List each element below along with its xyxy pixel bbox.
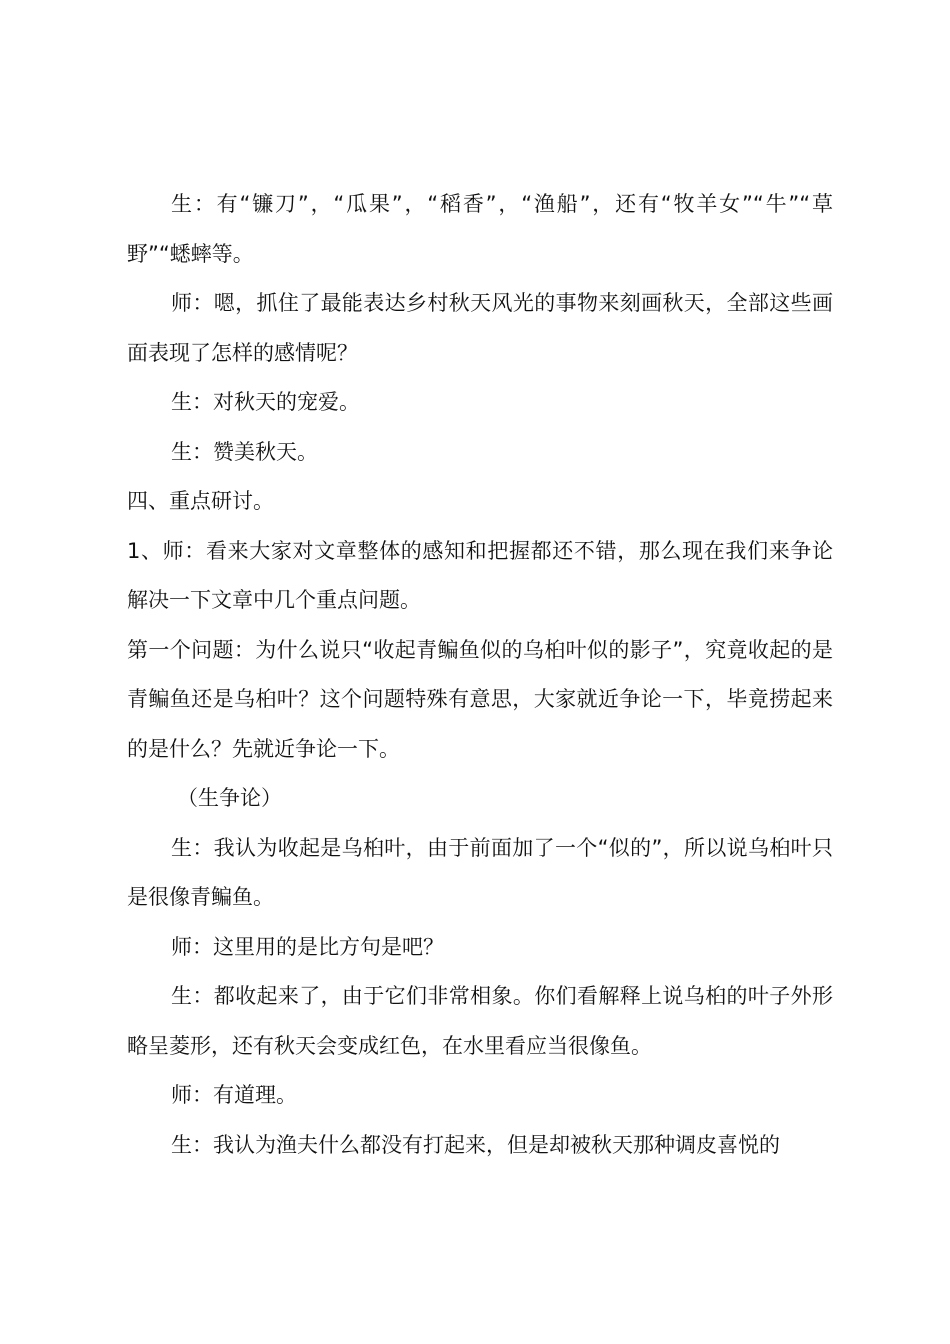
section-heading-key-discussion: 四、重点研讨。 <box>127 489 274 513</box>
paragraph-teacher-metaphor: 师：这里用的是比方句是吧？ <box>171 934 444 959</box>
paragraph-first-question: 第一个问题：为什么说只“收起青鳊鱼似的乌桕叶似的影子”，究竟收起的是青鳊鱼还是乌桕叶？这个问题特殊有意思，大家就近争论一下，毕竟捞起来的是什么？先就近争论一下。 <box>127 637 833 761</box>
paragraph-teacher-question-feelings: 师：嗯，抓住了最能表达乡村秋天风光的事物来刻画秋天，全部这些画面表现了怎样的感情呢？ <box>127 291 833 365</box>
paragraph-student-both-collected: 生：都收起来了，由于它们非常相象。你们看解释上说乌桕的叶子外形略呈菱形，还有秋天会变成红色，在水里看应当很像鱼。 <box>127 984 833 1058</box>
paragraph-teacher-intro-key-questions: 1、师：看来大家对文章整体的感知和把握都还不错，那么现在我们来争论解决一下文章中几个重点问题。 <box>127 538 833 612</box>
paragraph-teacher-reasonable: 师：有道理。 <box>171 1083 297 1107</box>
paragraph-student-answer-items: 生：有“镰刀”，“瓜果”，“稻香”，“渔船”，还有“牧羊女”“牛”“草野”“蟋蟀等。 <box>127 192 833 266</box>
paragraph-student-praise-autumn: 生：赞美秋天。 <box>171 439 318 464</box>
paragraph-student-fisherman: 生：我认为渔夫什么都没有打起来，但是却被秋天那种调皮喜悦的 <box>171 1132 780 1157</box>
paragraph-student-love-autumn: 生：对秋天的宠爱。 <box>171 390 360 414</box>
paragraph-student-tallow-leaf: 生：我认为收起是乌桕叶，由于前面加了一个“似的”，所以说乌桕叶只是很像青鳊鱼。 <box>127 835 833 909</box>
paragraph-students-discuss: （生争论） <box>177 786 282 810</box>
document-body <box>127 180 833 1170</box>
